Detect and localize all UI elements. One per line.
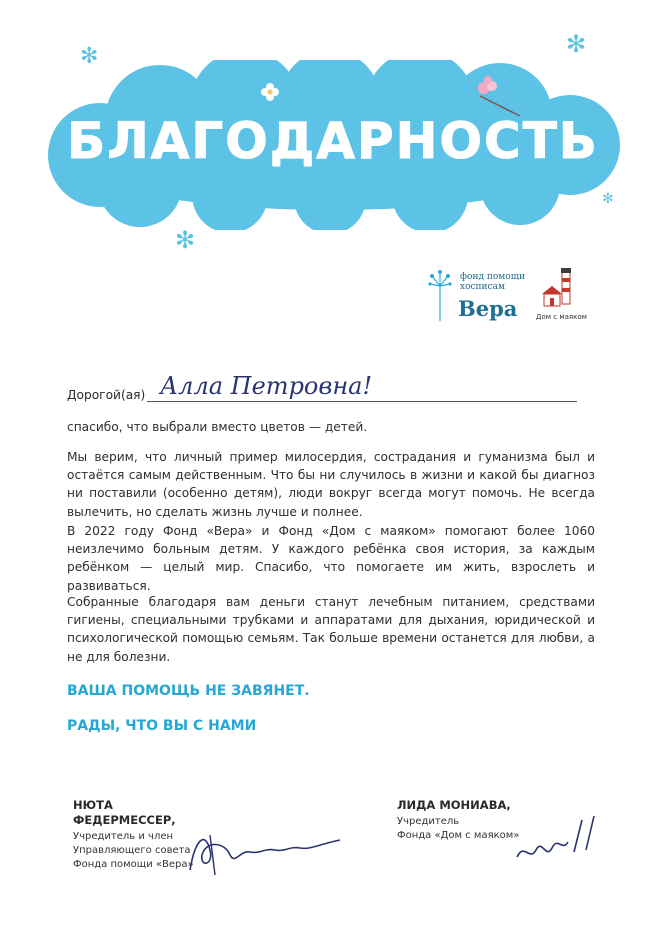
paragraph-funds: Собранные благодаря вам деньги станут лечебным питанием, средствами гигиены, специальными трубками и аппаратами для дыхания, юридической и психологической помощью семьям. Так больше времени останется для любви, а не для болезни. bbox=[67, 595, 595, 664]
snowflake-icon: ✻ bbox=[175, 226, 196, 254]
signature-right bbox=[512, 812, 602, 874]
snowflake-icon: ✻ bbox=[602, 191, 614, 207]
slogan-with-us: РАДЫ, ЧТО ВЫ С НАМИ bbox=[67, 718, 257, 734]
signatory-right-role: Учредитель Фонда «Дом с маяком» bbox=[397, 816, 520, 841]
signatory-right-name: ЛИДА МОНИАВА, bbox=[397, 798, 511, 812]
signatory-left-role: Учредитель и член Управляющего совета Фонда помощи «Вера» bbox=[73, 831, 194, 870]
signatory-left-name: НЮТА ФЕДЕРМЕССЕР, bbox=[73, 798, 176, 827]
paragraph-help: В 2022 году Фонд «Вера» и Фонд «Дом с маяком» помогают более 1060 неизлечимо больным детям. У каждого ребёнка своя история, за каждым ребёнком — целый мир. Спасибо, что помогаете им жить, взрослеть и развиваться. bbox=[67, 524, 595, 593]
signature-left bbox=[180, 820, 350, 880]
paragraph-intro: спасибо, что выбрали вместо цветов — детей. bbox=[67, 420, 368, 434]
lighthouse-fund-name: Дом с маяком bbox=[536, 313, 587, 321]
slogan-help: ВАША ПОМОЩЬ НЕ ЗАВЯНЕТ. bbox=[67, 683, 310, 699]
vera-fund-caption: фонд помощи хосписам bbox=[460, 272, 526, 292]
page-title: БЛАГОДАРНОСТЬ bbox=[67, 112, 599, 170]
greeting-handwritten-name: Алла Петровна! bbox=[160, 372, 373, 400]
lighthouse-logo bbox=[540, 266, 580, 314]
greeting-underline bbox=[147, 401, 577, 402]
paragraph-belief: Мы верим, что личный пример милосердия, сострадания и гуманизма был и остаётся самым действенным. Что бы ни случилось в жизни и какой бы диагноз ни поставили (особенно детям), люди вокруг всегда могут помочь. Не всегда вылечить, но сделать жизнь лучше и полнее. bbox=[67, 450, 595, 519]
greeting-label: Дорогой(ая) bbox=[67, 388, 146, 402]
vera-fund-name: Вера bbox=[458, 296, 518, 321]
snowflake-icon: ✻ bbox=[80, 44, 99, 69]
snowflake-icon: ✻ bbox=[566, 30, 587, 58]
